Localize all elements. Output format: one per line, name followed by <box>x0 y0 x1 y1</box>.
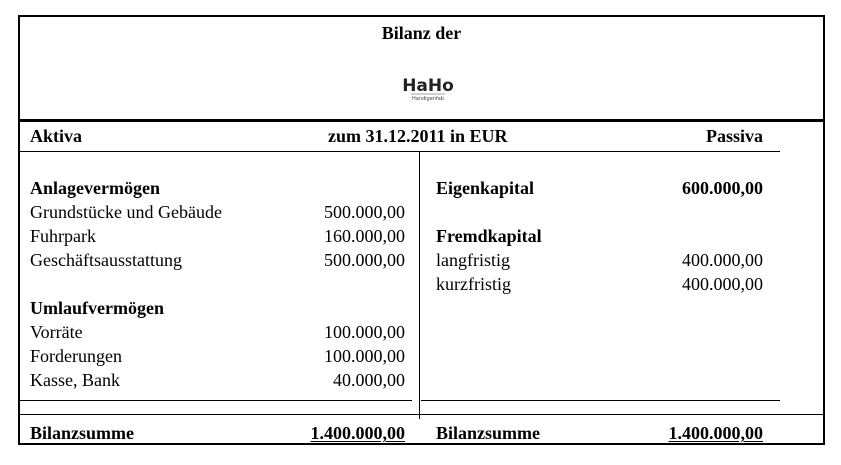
header-divider <box>18 119 825 122</box>
asset-label: Kasse, Bank <box>30 370 120 390</box>
date-header: zum 31.12.2011 in EUR <box>328 126 508 146</box>
balance-title: Bilanz der <box>381 23 462 43</box>
balance-sheet-frame <box>18 15 825 445</box>
liability-label: kurzfristig <box>436 274 511 294</box>
asset-value: 500.000,00 <box>324 250 405 270</box>
eigenkapital-value: 600.000,00 <box>682 178 763 198</box>
liability-value: 400.000,00 <box>682 250 763 270</box>
total-value-passiva: 1.400.000,00 <box>668 423 763 443</box>
asset-value: 100.000,00 <box>324 346 405 366</box>
eigenkapital-heading: Eigenkapital <box>436 178 535 198</box>
liability-value: 400.000,00 <box>682 274 763 294</box>
left-bottom-rule <box>20 400 412 401</box>
asset-label: Geschäftsausstattung <box>30 250 182 270</box>
asset-label: Fuhrpark <box>30 226 96 246</box>
asset-value: 100.000,00 <box>324 322 405 342</box>
passiva-header: Passiva <box>706 126 764 146</box>
haho-logo <box>402 67 454 105</box>
column-header-underline <box>20 151 780 152</box>
svg-text:HaHo: HaHo <box>402 76 454 96</box>
liability-label: langfristig <box>436 250 510 270</box>
asset-label: Grundstücke und Gebäude <box>30 202 222 222</box>
asset-value: 500.000,00 <box>324 202 405 222</box>
asset-value: 40.000,00 <box>333 370 405 390</box>
aktiva-header: Aktiva <box>30 126 83 146</box>
umlauf-heading: Umlaufvermögen <box>30 298 164 318</box>
right-bottom-rule <box>421 400 780 401</box>
anlage-heading: Anlagevermögen <box>30 178 160 198</box>
total-label-passiva: Bilanzsumme <box>436 423 541 443</box>
column-divider <box>419 151 420 419</box>
total-label-aktiva: Bilanzsumme <box>30 423 135 443</box>
fremdkapital-heading: Fremdkapital <box>436 226 542 246</box>
total-value-aktiva: 1.400.000,00 <box>310 423 405 443</box>
svg-text:Handigenfab: Handigenfab <box>412 96 444 102</box>
asset-label: Vorräte <box>30 322 83 342</box>
asset-value: 160.000,00 <box>324 226 405 246</box>
asset-label: Forderungen <box>30 346 122 366</box>
totals-top-rule <box>20 414 825 415</box>
